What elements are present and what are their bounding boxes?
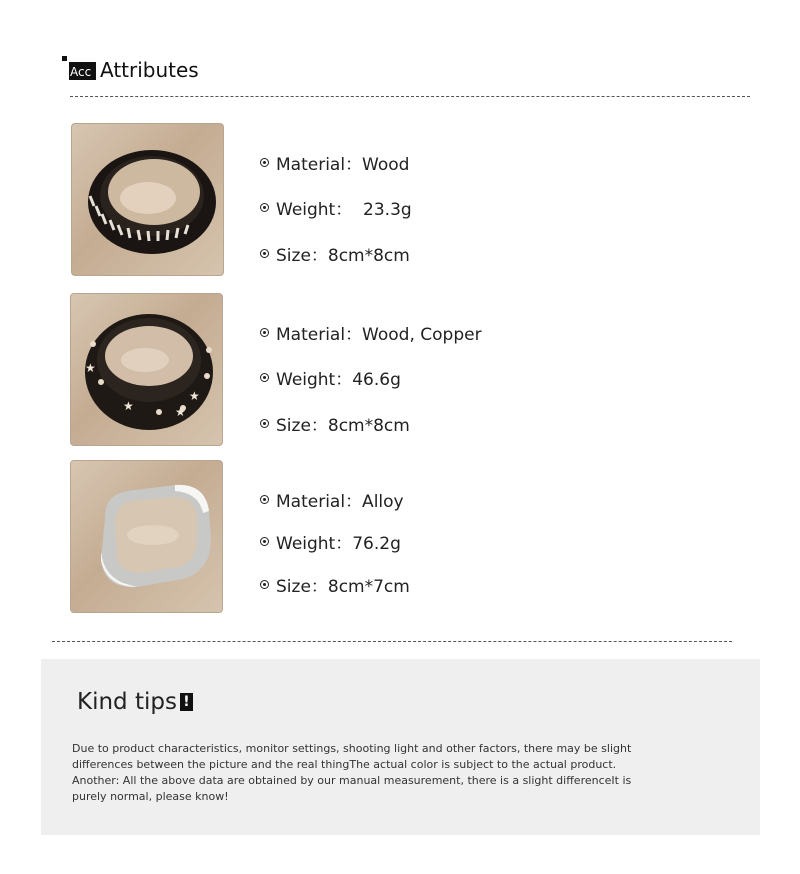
tips-line: purely normal, please know! [72, 790, 229, 803]
size-text: Size：8cm*8cm [276, 416, 410, 436]
material-row [260, 487, 404, 512]
kind-tips-text [72, 741, 652, 805]
bottom-divider [52, 641, 732, 642]
header-marker [62, 56, 67, 61]
product-image-alloy-bangle [70, 460, 223, 613]
size-row [260, 572, 410, 597]
bullet-icon [260, 203, 269, 212]
svg-text:★: ★ [189, 389, 200, 403]
product-image-studded-bangle [70, 293, 223, 446]
bullet-icon [260, 537, 269, 546]
weight-text: Weight：76.2g [276, 534, 401, 554]
silver-alloy-bangle-icon [71, 461, 223, 613]
bullet-icon [260, 580, 269, 589]
weight-text: Weight：46.6g [276, 370, 401, 390]
material-row [260, 150, 409, 175]
size-text: Size：8cm*8cm [276, 246, 410, 266]
material-text: Material：Alloy [276, 492, 404, 512]
bullet-icon [260, 158, 269, 167]
weight-row [260, 365, 401, 390]
section-title: Attributes [100, 58, 199, 82]
kind-tips-label: Kind tips [77, 689, 177, 715]
acc-badge: Acc [69, 62, 96, 80]
material-text: Material：Wood, Copper [276, 325, 482, 345]
product-image-wood-bangle [71, 123, 224, 276]
tips-line: Another: All the above data are obtained by our manual measurement, there is a slight differenceIt is [72, 774, 632, 787]
studded-wood-bangle-icon [71, 294, 223, 446]
svg-text:★: ★ [85, 361, 96, 375]
bullet-icon [260, 249, 269, 258]
svg-text:★: ★ [175, 405, 186, 419]
bullet-icon [260, 495, 269, 504]
size-row [260, 411, 410, 436]
tips-line: Due to product characteristics, monitor settings, shooting light and other factors, there may be slight [72, 742, 632, 755]
weight-row [260, 195, 412, 220]
material-text: Material：Wood [276, 155, 410, 175]
weight-text: Weight： 23.3g [276, 200, 412, 220]
bullet-icon [260, 373, 269, 382]
exclamation-icon: ! [180, 693, 193, 711]
bullet-icon [260, 419, 269, 428]
top-divider [70, 96, 750, 97]
size-text: Size：8cm*7cm [276, 577, 410, 597]
svg-text:★: ★ [123, 399, 134, 413]
bullet-icon [260, 328, 269, 337]
black-wood-bangle-icon [72, 124, 224, 276]
kind-tips-title [77, 689, 193, 715]
size-row [260, 241, 410, 266]
tips-line: differences between the picture and the real thingThe actual color is subject to the actual product. [72, 758, 617, 771]
material-row [260, 320, 482, 345]
weight-row [260, 529, 401, 554]
